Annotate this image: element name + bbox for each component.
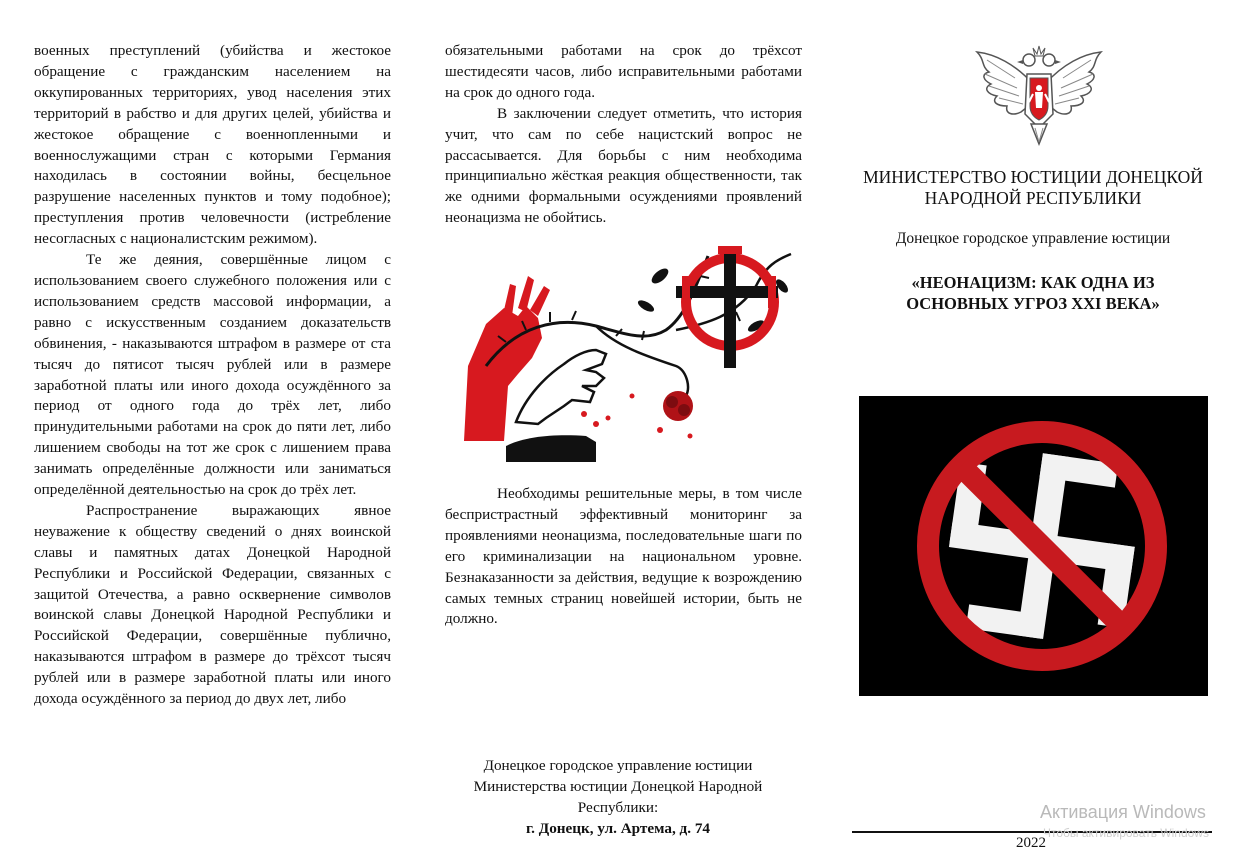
windows-activation-watermark-hint: Чтобы активировать Windows <box>1043 826 1209 840</box>
brochure-title-line-1: «НЕОНАЦИЗМ: КАК ОДНА ИЗ <box>911 273 1155 292</box>
year: 2022 <box>1016 835 1046 851</box>
department-name: Донецкое городское управление юстиции <box>895 230 1171 247</box>
column1-paragraph-1: военных преступлений (убийства и жестокое обращение с гражданским населением на оккупированных территориях, увод населения этих территорий в рабство и для других целей, убийства и жестокое обращение с военнопленными и военнослужащими стран с которыми Германия находилась в состоянии войны, бесцельное разрушение населенных пунктов и тому подобное); преступления против человечности (истребление несогласных с националистским режимом). <box>34 42 391 248</box>
ministry-name: МИНИСТЕРСТВО ЮСТИЦИИ ДОНЕЦКОЙ НАРОДНОЙ РЕСПУБЛИКИ <box>863 167 1203 208</box>
column-2-bottom <box>445 484 802 630</box>
brochure-title-line-2: ОСНОВНЫХ УГРОЗ XXI ВЕКА» <box>906 294 1160 313</box>
column-1 <box>34 41 391 710</box>
column1-paragraph-3: Распространение выражающих явное неуважение к обществу сведений о днях воинской славы и памятных датах Донецкой Народной Республики и Российской Федерации, связанных с защитой Отечества, а равно осквернение символов воинской славы Донецкой Народной Республики и Российской Федерации, совершённые публично, наказываются штрафом в размере до трёхсот тысяч рублей или в размере заработной платы или иного дохода осуждённого за период до двух лет, либо <box>34 501 391 708</box>
windows-activation-watermark: Активация Windows <box>1040 802 1206 822</box>
contact-line-1: Донецкое городское управление юстиции <box>483 757 753 774</box>
contact-line-2: Министерства юстиции Донецкой Народной <box>473 778 763 795</box>
contact-address: г. Донецк, ул. Артема, д. 74 <box>525 820 711 837</box>
column2-paragraph-3: Необходимы решительные меры, в том числе беспристрастный эффективный мониторинг за проявлениями неонацизма, последовательные шаги по его криминализации на национальном уровне. Безнаказанности за действия, ведущие к возрождению самых темных страниц новейшей истории, быть не должно. <box>445 485 802 628</box>
column2-paragraph-2: В заключении следует отметить, что история учит, что сам по себе нацистский вопрос не рассасывается. Для борьбы с ним необходима принципиально жёсткая реакция общественности, так же одними формальными осуждениями проявлений неонацизма не обойтись. <box>445 104 802 227</box>
illustration-hands-thorns <box>446 246 800 462</box>
contact-block <box>437 755 799 839</box>
column-2-top <box>445 41 802 229</box>
brochure-title <box>850 272 1216 314</box>
dpr-coat-of-arms-emblem <box>975 44 1103 146</box>
contact-line-3: Республики: <box>577 799 659 816</box>
column2-paragraph-1: обязательными работами на срок до трёхсот шестидесяти часов, либо исправительными работами на срок до одного года. <box>445 42 802 101</box>
prohibited-swastika-image <box>859 396 1208 696</box>
column1-paragraph-2: Те же деяния, совершённые лицом с использованием своего служебного положения или с использованием средств массовой информации, а равно с искусственным созданием доказательств обвинения, - наказываются штрафом в размере от ста тысяч до пятисот тысяч рублей или в размере заработной платы или иного дохода осуждённого за период от одного года до трёх лет, либо принудительными работами на срок до пяти лет, либо лишением свободы на тот же срок с лишением права занимать определённые должности или заниматься определённой деятельностью на срок до трёх лет. <box>34 251 391 499</box>
